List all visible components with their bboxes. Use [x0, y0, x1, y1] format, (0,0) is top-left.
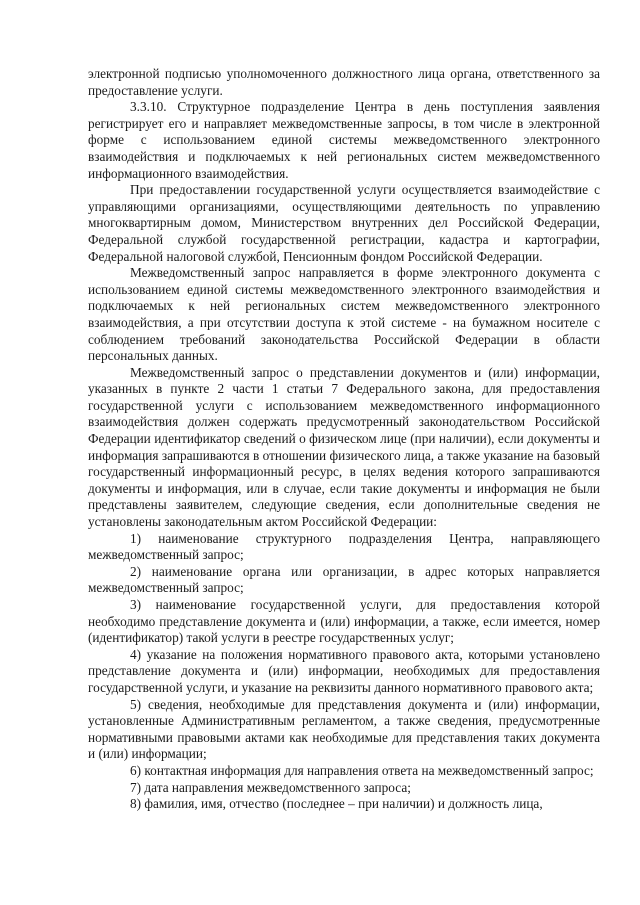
paragraph-interaction: При предоставлении государственной услуги осуществляется взаимодействие с управляющими организациями, осуществляющими деятельность по управлению многоквартирным домом, Министерством внутренних дел Российской Федерации, Федеральной службой государственной регистрации, кадастра и картографии, Федеральной налоговой службой, Пенсионным фондом Российской Федерации.: [88, 182, 600, 264]
list-item-2: 2) наименование органа или организации, в адрес которых направляется межведомственный запрос;: [88, 563, 600, 596]
document-page: [88, 66, 600, 813]
list-item-5: 5) сведения, необходимые для представления документа и (или) информации, установленные Административным регламентом, а также сведения, предусмотренные нормативными правовыми актами как необходимые для представления таких документа и (или) информации;: [88, 696, 600, 762]
list-item-4: 4) указание на положения нормативного правового акта, которыми установлено представление документа и (или) информации, необходимых для предоставления государственной услуги, и указание на реквизиты данного нормативного правового акта;: [88, 646, 600, 695]
paragraph-request-form: Межведомственный запрос направляется в форме электронного документа с использованием единой системы межведомственного электронного взаимодействия и подключаемых к ней региональных систем межведомственного электронного взаимодействия, а при отсутствии доступа к этой системе - на бумажном носителе с соблюдением требований законодательства Российской Федерации в области персональных данных.: [88, 265, 600, 364]
list-item-7: 7) дата направления межведомственного запроса;: [130, 779, 411, 795]
list-item-6: 6) контактная информация для направления ответа на межведомственный запрос;: [130, 762, 594, 778]
paragraph-continuation: электронной подписью уполномоченного должностного лица органа, ответственного за предоставление услуги.: [88, 66, 600, 98]
list-item-1: 1) наименование структурного подразделения Центра, направляющего межведомственный запрос;: [88, 530, 600, 563]
list-item-8: 8) фамилия, имя, отчество (последнее – при наличии) и должность лица,: [130, 796, 543, 812]
paragraph-3-3-10: 3.3.10. Структурное подразделение Центра в день поступления заявления регистрирует его и направляет межведомственные запросы, в том числе в электронной форме с использованием единой системы межведомственного электронного взаимодействия и подключаемых к ней региональных систем межведомственного информационного взаимодействия.: [88, 99, 600, 181]
list-item-3: 3) наименование государственной услуги, для предоставления которой необходимо представление документа и (или) информации, а также, если имеется, номер (идентификатор) такой услуги в реестре государственных услуг;: [88, 597, 600, 646]
paragraph-request-content: Межведомственный запрос о представлении документов и (или) информации, указанных в пункте 2 части 1 статьи 7 Федерального закона, для предоставления государственной услуги с использованием межведомственного информационного взаимодействия должен содержать предусмотренный законодательством Российской Федерации идентификатор сведений о физическом лице (при наличии), если документы и информация запрашиваются в отношении физического лица, а также указание на базовый государственный информационный ресурс, в целях ведения которого запрашиваются документы и информация, или в случае, если такие документы и информация не были представлены заявителем, следующие сведения, если дополнительные сведения не установлены законодательным актом Российской Федерации:: [88, 364, 600, 530]
